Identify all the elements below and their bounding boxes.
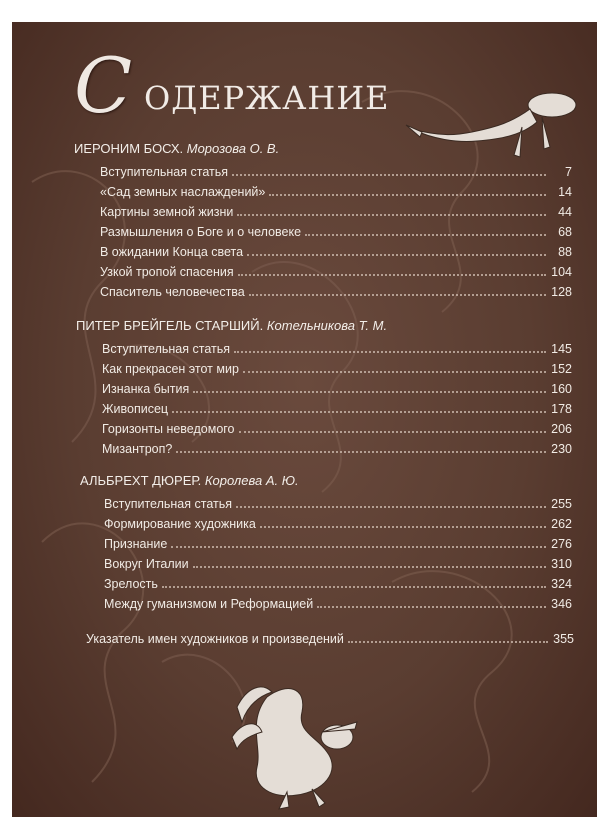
toc-entry-title: Спаситель человечества (100, 285, 245, 299)
toc-page-number: 145 (551, 342, 572, 356)
toc-entry-title: Вступительная статья (100, 165, 228, 179)
toc-entry[interactable] (100, 265, 572, 283)
toc-entry[interactable] (104, 537, 572, 555)
leader-dots (193, 391, 546, 393)
leader-dots (236, 506, 546, 508)
section-heading-durer (80, 473, 299, 489)
toc-entry[interactable] (102, 382, 572, 400)
leader-dots (238, 274, 546, 276)
toc-entry[interactable] (104, 597, 572, 615)
title-initial-letter: С (74, 41, 133, 130)
toc-entry-title: Мизантроп? (102, 442, 173, 456)
artist-name: ИЕРОНИМ БОСХ. (74, 141, 184, 156)
toc-entry[interactable] (102, 442, 572, 460)
section-author: Королева А. Ю. (204, 473, 299, 488)
toc-page-number: 276 (551, 537, 572, 551)
toc-page-number: 104 (551, 265, 572, 279)
toc-entry[interactable] (102, 402, 572, 420)
toc-entry-title: Вокруг Италии (104, 557, 189, 571)
toc-entry-title: Горизонты неведомого (102, 422, 235, 436)
toc-entry[interactable] (100, 285, 572, 303)
toc-page-number: 152 (551, 362, 572, 376)
toc-page-number: 255 (551, 497, 572, 511)
leader-dots (176, 451, 546, 453)
leader-dots (317, 606, 546, 608)
toc-entry-title: Живописец (102, 402, 169, 416)
toc-page-number: 230 (551, 442, 572, 456)
leader-dots (249, 294, 546, 296)
toc-page-number: 44 (558, 205, 572, 219)
toc-entry[interactable] (100, 205, 572, 223)
toc-page-number: 310 (551, 557, 572, 571)
toc-entry[interactable] (102, 422, 572, 440)
leader-dots (305, 234, 546, 236)
toc-entry-title: Между гуманизмом и Реформацией (104, 597, 314, 611)
toc-page-number: 68 (558, 225, 572, 239)
toc-entry-title: Как прекрасен этот мир (102, 362, 239, 376)
toc-entry[interactable] (100, 225, 572, 243)
toc-page-number: 262 (551, 517, 572, 531)
leader-dots (172, 411, 546, 413)
leader-dots (260, 526, 546, 528)
toc-page-number: 355 (553, 632, 574, 646)
leader-dots (269, 194, 546, 196)
section-author: Морозова О. В. (186, 141, 280, 156)
toc-entry-title: Вступительная статья (104, 497, 232, 511)
toc-entry-title: Узкой тропой спасения (100, 265, 234, 279)
toc-page-number: 324 (551, 577, 572, 591)
artist-name: АЛЬБРЕХТ ДЮРЕР. (80, 473, 202, 488)
leader-dots (232, 174, 546, 176)
toc-entry-title: В ожидании Конца света (100, 245, 244, 259)
leader-dots (162, 586, 546, 588)
leader-dots (348, 641, 548, 643)
toc-entry-title: «Сад земных наслаждений» (100, 185, 266, 199)
toc-entry-title: Размышления о Боге и о человеке (100, 225, 302, 239)
toc-entry-title: Вступительная статья (102, 342, 230, 356)
leader-dots (234, 351, 546, 353)
grotesque-creature-illustration (227, 677, 377, 812)
leader-dots (239, 431, 546, 433)
toc-page-number: 160 (551, 382, 572, 396)
section-author: Котельникова Т. М. (266, 318, 388, 333)
toc-entry-title: Формирование художника (104, 517, 256, 531)
leader-dots (193, 566, 546, 568)
book-page (12, 22, 597, 817)
leader-dots (243, 371, 546, 373)
toc-page-number: 7 (565, 165, 572, 179)
title-text: ОДЕРЖАНИЕ (144, 79, 390, 117)
toc-entry[interactable] (100, 245, 572, 263)
toc-entry[interactable] (100, 185, 572, 203)
toc-entry-index[interactable] (86, 632, 574, 650)
toc-entry-title: Указатель имен художников и произведений (86, 632, 344, 646)
toc-entry[interactable] (104, 577, 572, 595)
section-heading-bosch (74, 141, 279, 157)
toc-page-number: 128 (551, 285, 572, 299)
toc-entry-title: Картины земной жизни (100, 205, 234, 219)
toc-entry[interactable] (104, 517, 572, 535)
toc-entry[interactable] (100, 165, 572, 183)
toc-entry-title: Изнанка бытия (102, 382, 190, 396)
grotesque-creature-illustration (402, 77, 582, 177)
toc-entry[interactable] (102, 362, 572, 380)
toc-entry[interactable] (104, 497, 572, 515)
toc-page-number: 14 (558, 185, 572, 199)
toc-entry-title: Зрелость (104, 577, 158, 591)
toc-entry-title: Признание (104, 537, 168, 551)
toc-page-number: 206 (551, 422, 572, 436)
toc-entry[interactable] (104, 557, 572, 575)
section-heading-bruegel (76, 318, 387, 334)
toc-page-number: 178 (551, 402, 572, 416)
toc-page-number: 346 (551, 597, 572, 611)
artist-name: ПИТЕР БРЕЙГЕЛЬ СТАРШИЙ. (76, 318, 264, 333)
toc-entry[interactable] (102, 342, 572, 360)
leader-dots (237, 214, 546, 216)
toc-page-number: 88 (558, 245, 572, 259)
leader-dots (171, 546, 546, 548)
leader-dots (247, 254, 546, 256)
